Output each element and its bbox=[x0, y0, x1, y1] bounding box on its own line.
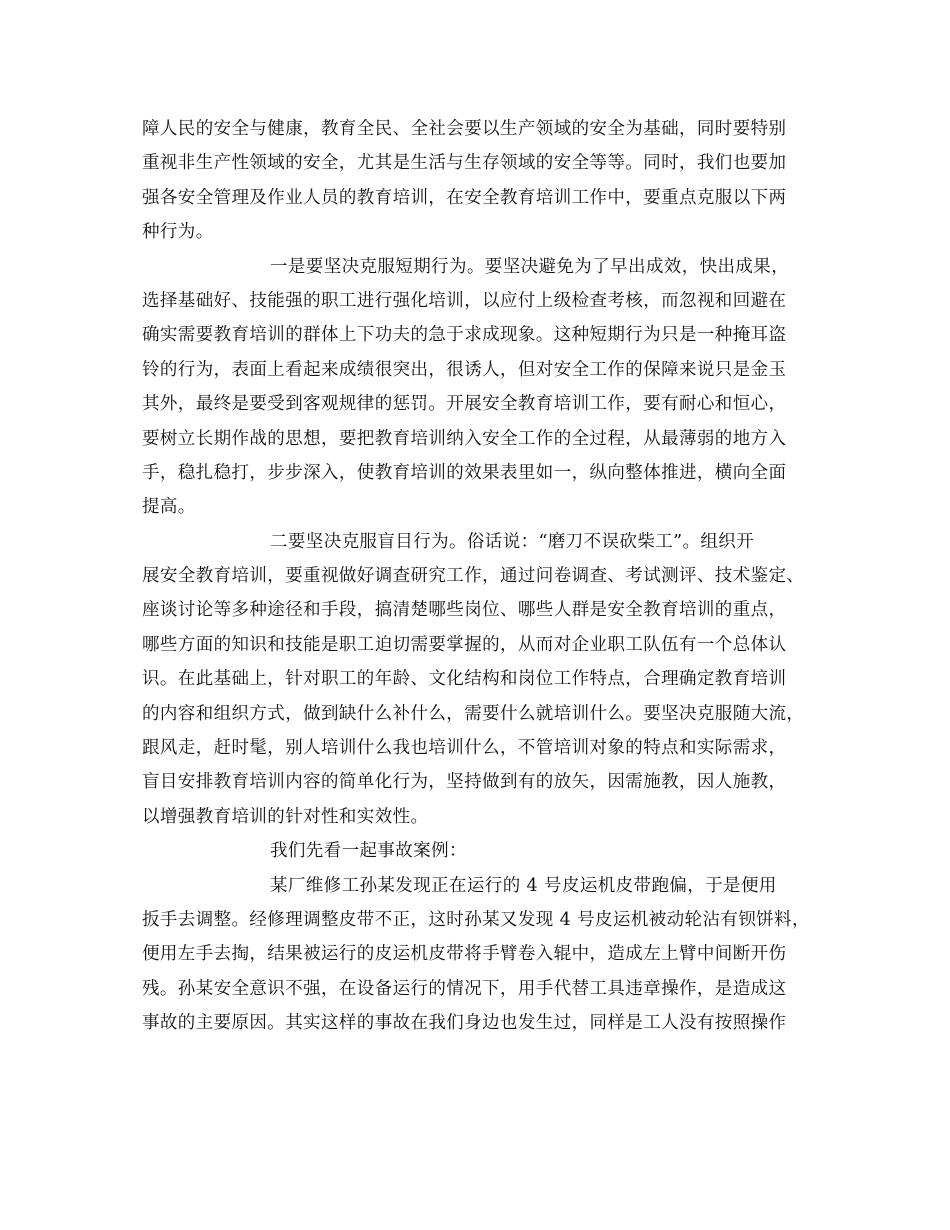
text-line: 展安全教育培训，要重视做好调查研究工作，通过问卷调查、考试测评、技术鉴定、 bbox=[142, 566, 805, 587]
text-line: 的内容和组织方式，做到缺什么补什么，需要什么就培训什么。要坚决克服随大流， bbox=[142, 703, 805, 724]
text-line: 识。在此基础上，针对职工的年龄、文化结构和岗位工作特点，合理确定教育培训 bbox=[142, 669, 787, 690]
text-line: 跟风走，赶时髦，别人培训什么我也培训什么，不管培训对象的特点和实际需求， bbox=[142, 738, 787, 759]
text-line: 事故的主要原因。其实这样的事故在我们身边也发生过，同样是工人没有按照操作 bbox=[142, 1013, 787, 1034]
text-line: 我们先看一起事故案例： bbox=[270, 841, 467, 862]
text-line: 障人民的安全与健康，教育全民、全社会要以生产领域的安全为基础，同时要特别 bbox=[142, 119, 787, 139]
text-line: 重视非生产性领域的安全，尤其是生活与生存领域的安全等等。同时，我们也要加 bbox=[142, 153, 787, 174]
text-line: 便用左手去掏，结果被运行的皮运机皮带将手臂卷入辊中，造成左上臂中间断开伤 bbox=[142, 944, 787, 965]
text-line: 某厂维修工孙某发现正在运行的 4 号皮运机皮带跑偏，于是便用 bbox=[270, 875, 777, 896]
text-line: 其外，最终是要受到客观规律的惩罚。开展安全教育培训工作，要有耐心和恒心， bbox=[142, 394, 787, 415]
text-line: 哪些方面的知识和技能是职工迫切需要掌握的，从而对企业职工队伍有一个总体认 bbox=[142, 634, 787, 655]
text-line: 座谈讨论等多种途径和手段，搞清楚哪些岗位、哪些人群是安全教育培训的重点， bbox=[142, 600, 787, 621]
text-line: 二要坚决克服盲目行为。俗话说：“磨刀不误砍柴工”。组织开 bbox=[270, 531, 755, 552]
text-line: 以增强教育培训的针对性和实效性。 bbox=[142, 806, 429, 827]
text-line: 选择基础好、技能强的职工进行强化培训，以应付上级检查考核，而忽视和回避在 bbox=[142, 290, 787, 311]
paragraph bbox=[142, 525, 827, 835]
document-body bbox=[142, 112, 827, 1041]
text-line: 要树立长期作战的思想，要把教育培训纳入安全工作的全过程，从最薄弱的地方入 bbox=[142, 428, 787, 449]
text-line: 确实需要教育培训的群体上下功夫的急于求成现象。这种短期行为只是一种掩耳盗 bbox=[142, 325, 787, 346]
text-line: 强各安全管理及作业人员的教育培训，在安全教育培训工作中，要重点克服以下两 bbox=[142, 187, 787, 208]
text-line: 扳手去调整。经修理调整皮带不正，这时孙某又发现 4 号皮运机被动轮沾有钡饼料， bbox=[142, 909, 810, 930]
text-line: 种行为。 bbox=[142, 222, 214, 243]
paragraph bbox=[142, 834, 827, 868]
paragraph bbox=[142, 112, 827, 250]
text-line: 盲目安排教育培训内容的简单化行为，坚持做到有的放矢，因需施教，因人施教， bbox=[142, 772, 787, 793]
text-line: 手，稳扎稳打，步步深入，使教育培训的效果表里如一，纵向整体推进，横向全面 bbox=[142, 462, 787, 483]
text-line: 残。孙某安全意识不强，在设备运行的情况下，用手代替工具违章操作，是造成这 bbox=[142, 978, 787, 999]
text-line: 一是要坚决克服短期行为。要坚决避免为了早出成效，快出成果， bbox=[270, 256, 790, 277]
paragraph bbox=[142, 869, 827, 1041]
text-line: 提高。 bbox=[142, 497, 196, 518]
text-line: 铃的行为，表面上看起来成绩很突出，很诱人，但对安全工作的保障来说只是金玉 bbox=[142, 359, 787, 380]
paragraph bbox=[142, 250, 827, 525]
